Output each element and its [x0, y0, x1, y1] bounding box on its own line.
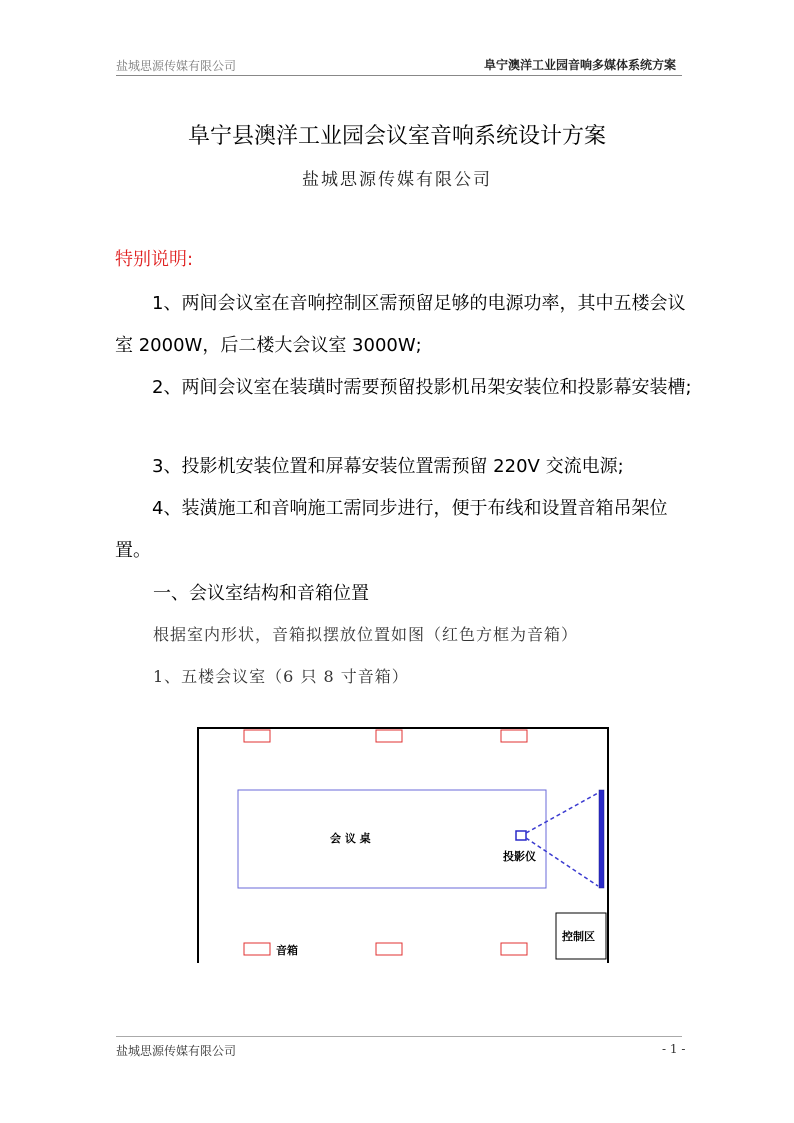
section-title: 一、会议室结构和音箱位置	[153, 583, 369, 604]
projector-icon	[516, 831, 526, 840]
speaker-bottom-right	[501, 943, 527, 955]
notice-item-2: 2、两间会议室在装璜时需要预留投影机吊架安装位和投影幕安装槽;	[152, 377, 692, 398]
diagram-caption: 根据室内形状，音箱拟摆放位置如图（红色方框为音箱）	[153, 625, 579, 644]
room-layout-diagram	[190, 720, 620, 965]
page-number: - 1 -	[662, 1042, 686, 1056]
header-company: 盐城思源传媒有限公司	[116, 59, 237, 73]
projection-screen	[599, 790, 604, 888]
page-subtitle: 盐城思源传媒有限公司	[302, 170, 492, 190]
page-title: 阜宁县澳洋工业园会议室音响系统设计方案	[187, 124, 606, 149]
speaker-top-right	[501, 730, 527, 742]
projection-line-bottom	[526, 838, 598, 886]
footer-divider	[116, 1036, 682, 1037]
table-label: 会 议 桌	[330, 832, 371, 845]
header-doc-title: 阜宁澳洋工业园音响多媒体系统方案	[483, 58, 676, 72]
notice-label: 特别说明:	[115, 249, 194, 270]
room-caption: 1、五楼会议室（6 只 8 寸音箱）	[153, 667, 409, 686]
speaker-top-left	[244, 730, 270, 742]
header-divider	[116, 75, 682, 76]
conference-table	[238, 790, 546, 888]
speaker-label: 音箱	[276, 944, 298, 957]
projection-line-top	[526, 793, 598, 833]
projector-label: 投影仪	[503, 850, 536, 863]
notice-item-3: 3、投影机安装位置和屏幕安装位置需预留 220V 交流电源;	[152, 456, 624, 477]
speaker-top-center	[376, 730, 402, 742]
notice-item-4: 4、装潢施工和音响施工需同步进行，便于布线和设置音箱吊架位置。	[115, 498, 668, 561]
speaker-bottom-left	[244, 943, 270, 955]
notice-item-1: 1、两间会议室在音响控制区需预留足够的电源功率，其中五楼会议室 2000W，后二楼大会议室 3000W;	[115, 293, 686, 356]
control-label: 控制区	[562, 930, 595, 943]
footer-company: 盐城思源传媒有限公司	[116, 1044, 237, 1058]
speaker-bottom-center	[376, 943, 402, 955]
